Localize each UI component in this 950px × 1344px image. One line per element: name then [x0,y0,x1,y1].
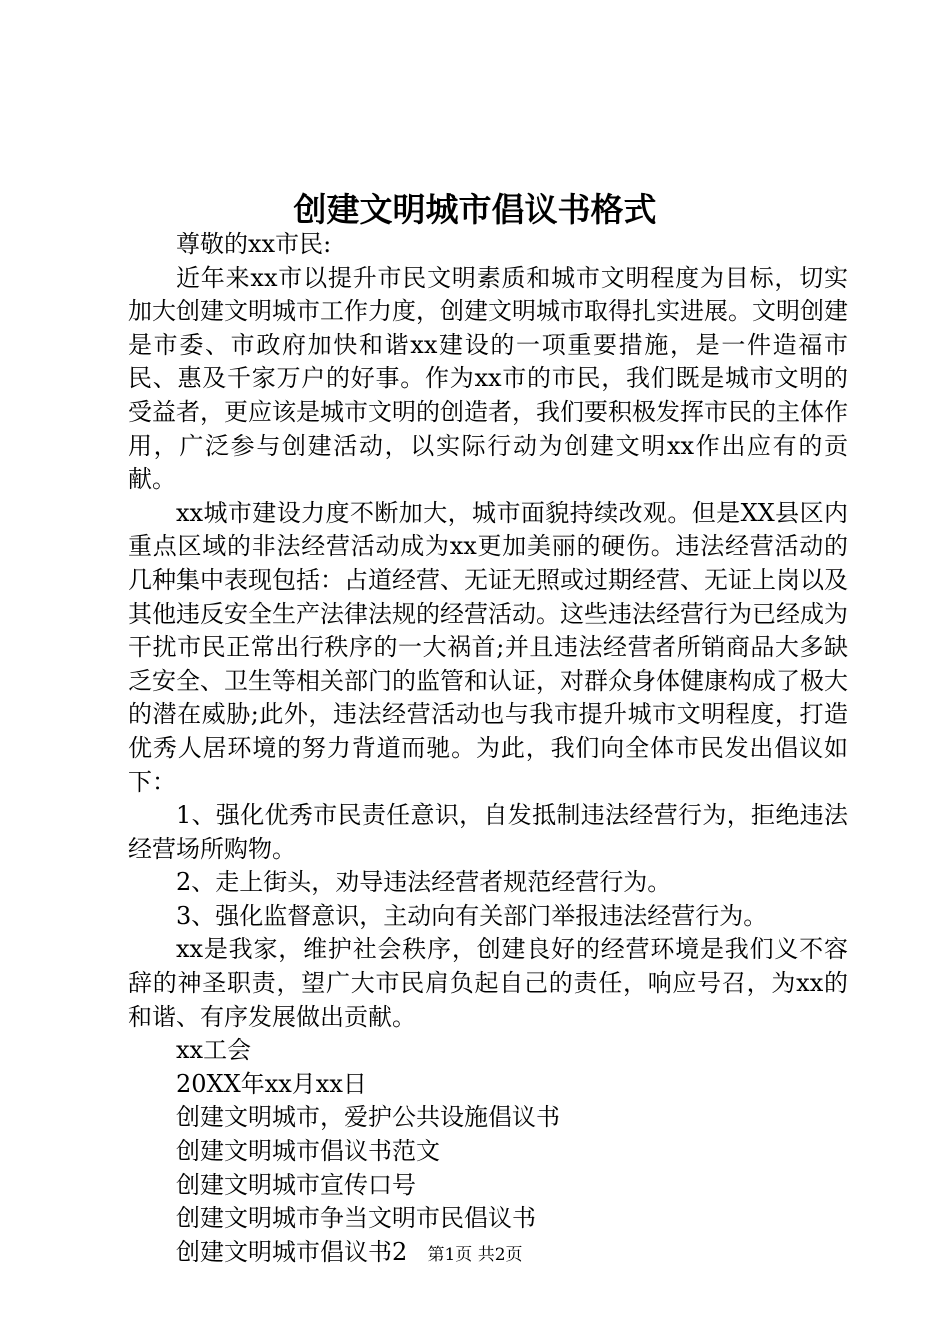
proposal-item-1: 1、强化优秀市民责任意识，自发抵制违法经营行为，拒绝违法经营场所购物。 [128,801,848,863]
related-link: 创建文明城市倡议书2 [176,1237,408,1266]
page-number-footer: 第1页 共2页 [427,1245,523,1265]
related-link: 创建文明城市，爱护公共设施倡议书 [176,1103,560,1132]
paragraph-closing: xx是我家，维护社会秩序，创建良好的经营环境是我们义不容辞的神圣职责，望广大市民肩负起自己的责任，响应号召，为xx的和谐、有序发展做出贡献。 [128,935,848,1031]
document-title: 创建文明城市倡议书格式 [293,190,657,229]
related-link: 创建文明城市倡议书范文 [176,1137,440,1166]
document-body [128,228,848,1269]
paragraph-problem: xx城市建设力度不断加大，城市面貌持续改观。但是XX县区内重点区域的非法经营活动成为xx更加美丽的硬伤。违法经营活动的几种集中表现包括：占道经营、无证无照或过期经营、无证上岗以及其他违反安全生产法律法规的经营活动。这些违法经营行为已经成为干扰市民正常出行秩序的一大祸首;并且违法经营者所销商品大多缺乏安全、卫生等相关部门的监管和认证，对群众身体健康构成了极大的潜在威胁;此外，违法经营活动也与我市提升城市文明程度，打造优秀人居环境的努力背道而驰。为此，我们向全体市民发出倡议如下： [128,498,848,796]
date-line: 20XX年xx月xx日 [176,1069,367,1098]
paragraph-intro: 近年来xx市以提升市民文明素质和城市文明程度为目标，切实加大创建文明城市工作力度，创建文明城市取得扎实进展。文明创建是市委、市政府加快和谐xx建设的一项重要措施，是一件造福市民、惠及千家万户的好事。作为xx市的市民，我们既是城市文明的受益者，更应该是城市文明的创造者，我们要积极发挥市民的主体作用，广泛参与创建活动，以实际行动为创建文明xx作出应有的贡献。 [128,263,848,494]
related-link: 创建文明城市争当文明市民倡议书 [176,1204,536,1233]
proposal-item-2: 2、走上街头，劝导违法经营者规范经营行为。 [176,868,672,897]
salutation: 尊敬的xx市民: [176,230,332,258]
signature: xx工会 [176,1036,252,1065]
proposal-item-3: 3、强化监督意识，主动向有关部门举报违法经营行为。 [176,901,768,930]
related-link: 创建文明城市宣传口号 [176,1170,416,1199]
